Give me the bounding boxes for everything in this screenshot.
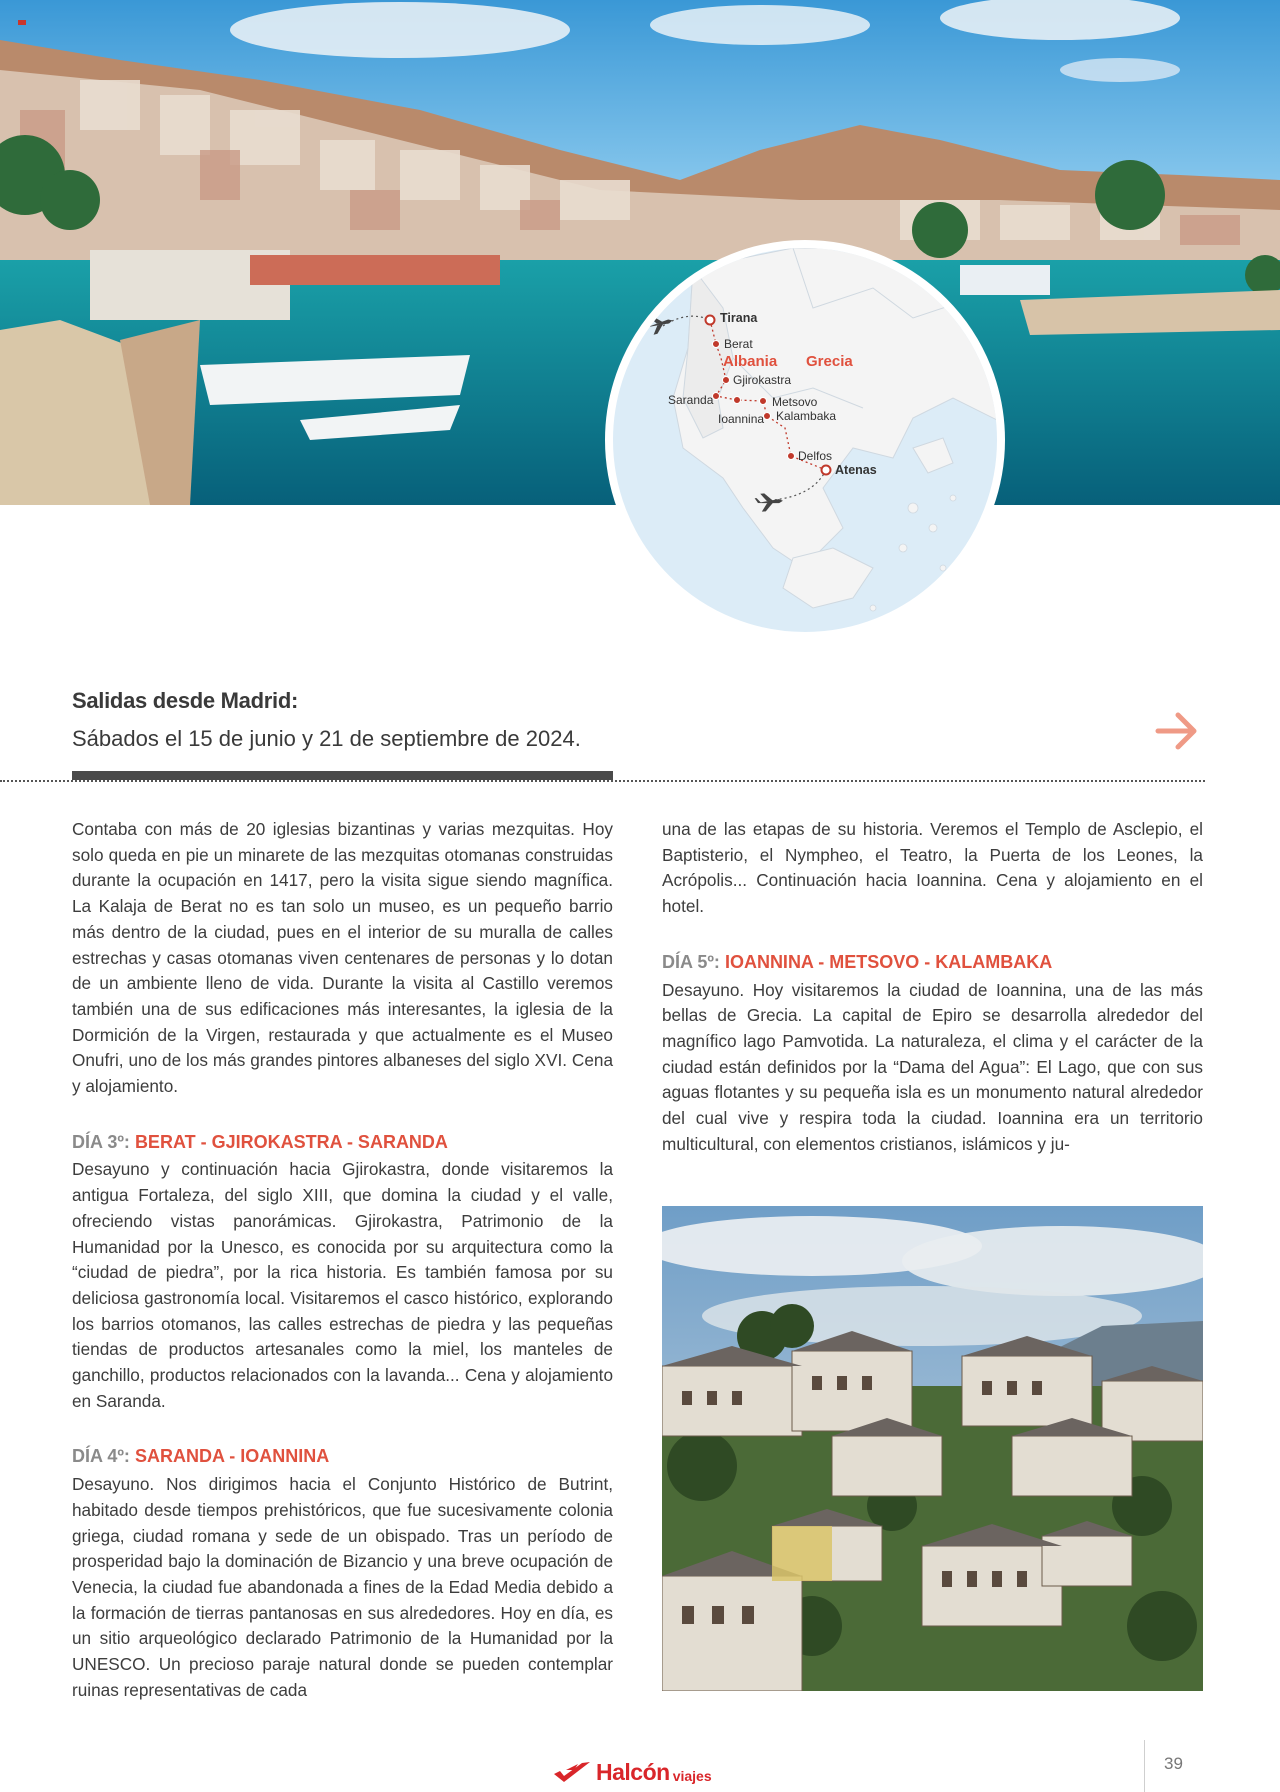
map-city-berat: Berat [724, 337, 753, 351]
map-city-tirana: Tirana [720, 311, 758, 325]
gjirokastra-photo [662, 1206, 1203, 1691]
day3-number: DÍA 3º: [72, 1131, 130, 1152]
section-divider [0, 780, 1205, 782]
map-city-gjirokastra: Gjirokastra [733, 373, 792, 387]
day4-continuation: una de las etapas de su historia. Veremos el Templo de Asclepio, el Baptisterio, el Nympheo, el Teatro, la Puerta de los Leones, la Acrópolis... Continuación hacia Ioannina. Cena y alojamiento en el hotel. [662, 819, 1203, 917]
halcon-viajes-logo[interactable] [552, 1754, 712, 1786]
section-divider-bar [72, 771, 613, 780]
day5-heading [662, 950, 1203, 976]
map-city-metsovo: Metsovo [772, 395, 818, 409]
map-city-kalambaka: Kalambaka [776, 409, 837, 423]
gjirokastra-photo-illustration [662, 1206, 1203, 1691]
day4-heading [72, 1444, 613, 1470]
brand-subtitle: viajes [672, 1768, 712, 1784]
halcon-logo-icon [552, 1760, 592, 1786]
day3-heading [72, 1130, 613, 1156]
departures-dates: Sábados el 15 de junio y 21 de septiembre de 2024. [72, 726, 581, 751]
itinerary-column-right [662, 817, 1203, 1157]
page-number: 39 [1164, 1754, 1183, 1773]
route-map [605, 240, 1005, 640]
day3-text: Desayuno y continuación hacia Gjirokastra, donde visitaremos la antigua Fortaleza, del siglo XIII, que domina la ciudad y el valle, ofreciendo vistas panorámicas. Gjirokastra, Patrimonio de la Humanidad por la Unesco, es conocida por su arquitectura como la “ciudad de piedra”, por la rica historia. Es también famosa por su deliciosa gastronomía local. Visitaremos el casco histórico, explorando los barrios otomanos, las calles estrechas de piedra y las pequeñas tiendas de productos artesanales como la miel, los manteles de ganchillo, productos relacionados con la lavanda... Cena y alojamiento en Saranda. [72, 1159, 613, 1411]
route-map-land [613, 248, 1005, 640]
day4-route: SARANDA - IOANNINA [134, 1446, 330, 1467]
arrow-right-icon[interactable] [1152, 706, 1202, 756]
itinerary-column-left [72, 817, 613, 1704]
map-city-atenas: Atenas [835, 463, 877, 477]
day4-text: Desayuno. Nos dirigimos hacia el Conjunto Histórico de Butrint, habitado desde tiempos prehistóricos, que fue sucesivamente colonia griega, ciudad romana y sede de un obispado. Tras un período de prosperidad bajo la dominación de Bizancio y una breve ocupación de Venecia, la ciudad fue abandonada a fines de la Edad Media debido a la formación de tierras pantanosas en sus alrededores. Hoy en día, es un sitio arqueológico declarado Patrimonio de la Humanidad por la UNESCO. Un precioso paraje natural donde se pueden contemplar ruinas representativas de cada [72, 1474, 613, 1700]
brand-name: Halcón [596, 1759, 670, 1785]
map-city-saranda: Saranda [668, 393, 714, 407]
day5-text: Desayuno. Hoy visitaremos la ciudad de Ioannina, una de las más bellas de Grecia. La capital de Epiro se desarrolla alrededor del magnífico lago Pamvotida. La naturaleza, el clima y el carácter de la ciudad están definidos por la “Dama del Agua”: El Lago, que con sus aguas flotantes y su pequeña isla es un monumento natural alrededor del cual vive y respira toda la ciudad. Ioannina era un territorio multicultural, con elementos cristianos, islámicos y ju- [662, 979, 1203, 1154]
day5-route: IOANNINA - METSOVO - KALAMBAKA [724, 951, 1053, 972]
day3-route: BERAT - GJIROKASTRA - SARANDA [134, 1131, 448, 1152]
map-city-delfos: Delfos [798, 449, 833, 463]
day2-continuation: Contaba con más de 20 iglesias bizantinas y varias mezquitas. Hoy solo queda en pie un minarete de las mezquitas otomanas construidas durante la ocupación en 1417, pero la visita sigue siendo magnífica. La Kalaja de Berat no es tan solo un museo, es un pequeño barrio más dentro de la ciudad, pues en el interior de su muralla de calles estrechas y casas otomanas viven centenares de personas y lo dotan de un ambiente lleno de vida. Durante la visita al Castillo veremos también una de sus edificaciones más interesantes, la iglesia de la Dormición de la Virgen, restaurada y que actualmente es el Museo Onufri, uno de los más grandes pintores albaneses del siglo XVI. Cena y alojamiento. [72, 819, 613, 1097]
page-number-separator [1144, 1740, 1145, 1792]
map-city-ioannina: Ioannina [718, 412, 765, 426]
map-country-albania: Albania [723, 353, 778, 370]
departures-title: Salidas desde Madrid: [72, 688, 298, 713]
day4-number: DÍA 4º: [72, 1446, 130, 1467]
day5-number: DÍA 5º: [662, 951, 720, 972]
map-country-grecia: Grecia [806, 353, 853, 370]
